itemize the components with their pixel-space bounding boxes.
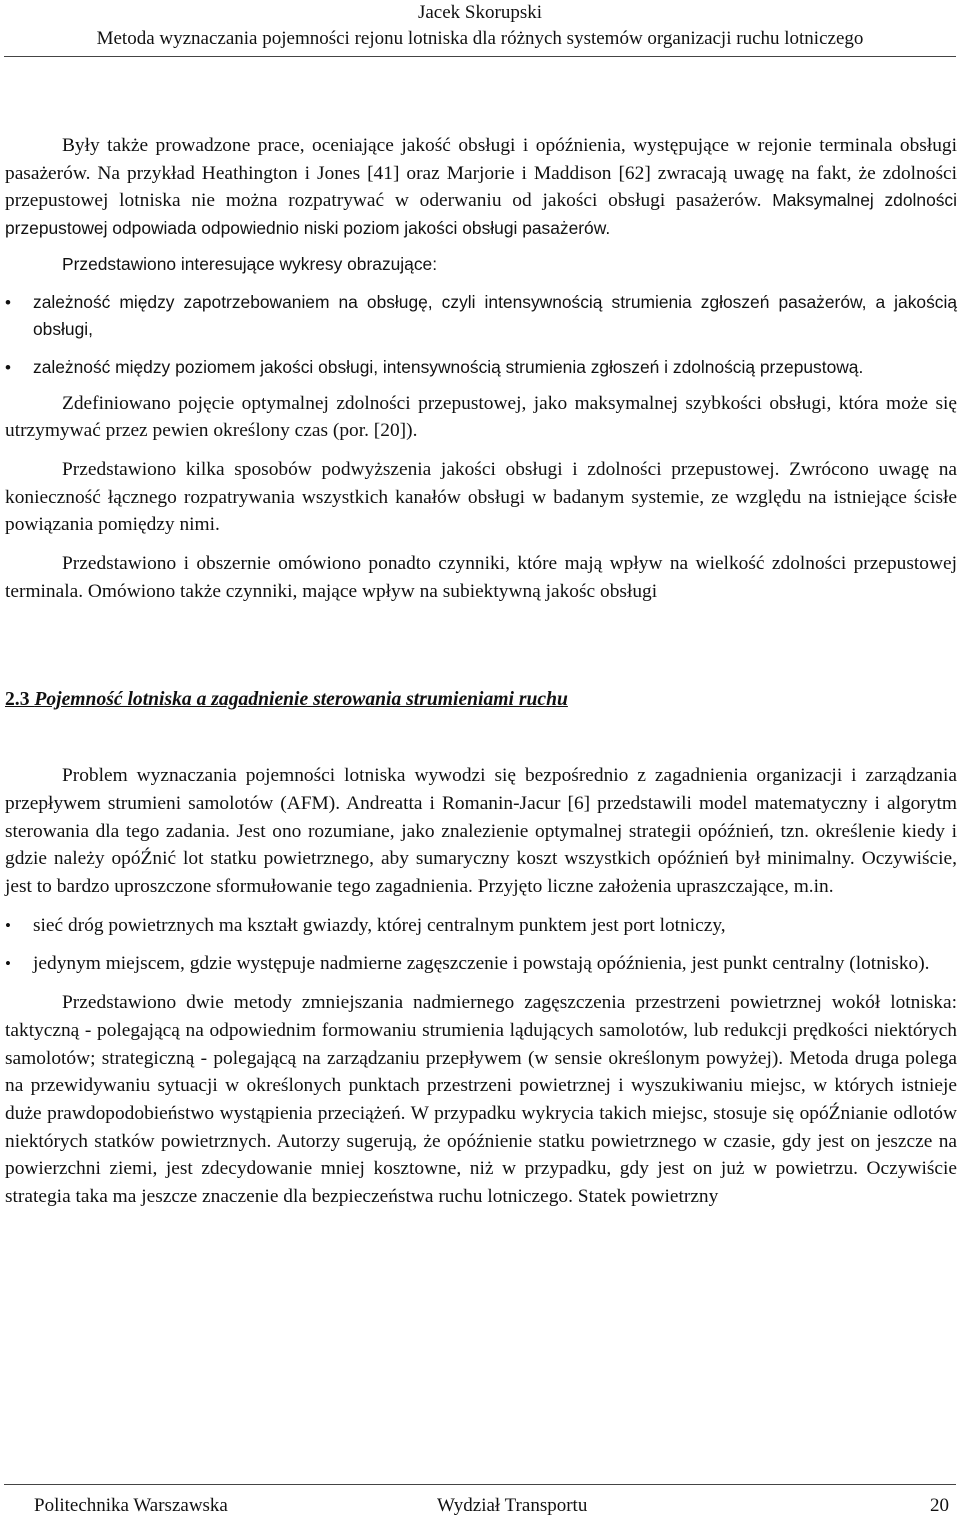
section-number: 2.3 — [5, 688, 30, 710]
header-divider — [4, 56, 956, 57]
list-item — [5, 950, 957, 978]
bullet-icon: • — [5, 954, 11, 974]
page-header — [0, 0, 960, 52]
header-title: Metoda wyznaczania pojemności rejonu lotniska dla różnych systemów organizacji ruchu lotniczego — [96, 28, 864, 49]
paragraph-1 — [5, 132, 957, 243]
footer-divider — [4, 1484, 956, 1485]
paragraph-4: Przedstawiono kilka sposobów podwyższenia jakości obsługi i zdolności przepustowej. Zwrócono uwagę na konieczność łącznego rozpatrywania wszystkich kanałów obsługi w badanym systemie, ze względu na istniejące ścisłe powiązania pomiędzy nimi. — [5, 459, 957, 536]
footer-page-number: 20 — [930, 1495, 949, 1516]
list-item — [5, 912, 957, 940]
bullet-list-2 — [5, 912, 957, 978]
footer-faculty: Wydział Transportu — [437, 1495, 588, 1516]
list-item — [5, 289, 957, 344]
paragraph-3: Zdefiniowano pojęcie optymalnej zdolności przepustowej, jako maksymalnej szybkości obsługi, która może się utrzymywać przez pewien określony czas (por. [20]). — [5, 392, 957, 442]
bullet-icon: • — [5, 357, 11, 377]
bullet-icon: • — [5, 292, 11, 312]
section-heading — [5, 686, 957, 714]
list-item-text: zależność między zapotrzebowaniem na obsługę, czyli intensywnością strumienia zgłoszeń pasażerów, a jakością obsługi, — [33, 291, 957, 340]
bullet-icon: • — [5, 915, 11, 935]
paragraph-2: Przedstawiono interesujące wykresy obrazujące: — [62, 253, 438, 274]
section-title: Pojemność lotniska a zagadnienie sterowania strumieniami ruchu — [34, 688, 568, 710]
footer-institution: Politechnika Warszawska — [34, 1495, 228, 1516]
paragraph-5: Przedstawiono i obszernie omówiono ponadto czynniki, które mają wpływ na wielkość zdolności przepustowej terminala. Omówiono także czynniki, mające wpływ na subiektywną jakośc obsługi — [5, 553, 957, 602]
bullet-list-1 — [5, 289, 957, 382]
paragraph-7: Przedstawiono dwie metody zmniejszania nadmiernego zagęszczenia przestrzeni powietrznej wokół lotniska: taktyczną - polegającą na odpowiednim formowaniu strumienia lądujących samolotów, lub redukcji prędkości niektórych samolotów; strategiczną - polegającą na zarządzaniu przepływem (w sensie określonym powyżej). Metoda druga polega na przewidywaniu sytuacji w określonych punktach przestrzeni powietrznej i wyszukiwaniu miejsc, w których istnieje duże prawdopodobieństwo wystąpienia przeciążeń. W przypadku wykrycia takich miejsc, stosuje się opóŹnianie odlotów niektórych statków powietrznych. Autorzy sugerują, że opóźnienie statku powietrznego w czasie, gdy jest on jeszcze na powierzchni ziemi, jest zdecydowanie mniej kosztowne, niż w przypadku, gdy jest on już w powietrzu. Oczywiście strategia taka ma jeszcze znaczenie dla bezpieczeństwa ruchu lotniczego. Statek powietrzny — [5, 992, 957, 1208]
list-item-text: jedynym miejscem, gdzie występuje nadmierne zagęszczenie i powstają opóźnienia, jest punkt centralny (lotnisko). — [33, 953, 930, 975]
paragraph-1-text: Były także prowadzone prace, oceniające jakość obsługi i opóźnienia, występujące w rejonie terminala obsługi pasażerów. Na przykład Heathington i Jones [41] oraz Marjorie i Maddison [62] zwracają uwagę na fakt, że zdolności przepustowej lotniska nie można rozpatrywać w oderwaniu od jakości obsługi pasażerów. — [5, 135, 957, 212]
list-item-text: zależność między poziomem jakości obsługi, intensywnością strumienia zgłoszeń i zdolnością przepustową. — [33, 356, 864, 377]
list-item — [5, 354, 957, 382]
header-author: Jacek Skorupski — [417, 2, 542, 23]
list-item-text: sieć dróg powietrznych ma kształt gwiazdy, której centralnym punktem jest port lotniczy, — [33, 914, 726, 936]
paragraph-6: Problem wyznaczania pojemności lotniska wywodzi się bezpośrednio z zagadnienia organizacji i zarządzania przepływem strumieni samolotów (AFM). Andreatta i Romanin-Jacur [6] przedstawili model matematyczny i algorytm sterowania dla tego zadania. Jest ono rozumiane, jako znalezienie optymalnej strategii opóźnień, tzn. określenie kiedy i gdzie należy opóŹnić lot statku powietrznego, aby sumaryczny koszt wszystkich opóźnień był minimalny. Oczywiście, jest to bardzo uproszczone sformułowanie tego zagadnienia. Przyjęto liczne założenia upraszczające, m.in. — [5, 765, 957, 898]
paragraph-1-sans-text: Maksymalnej zdolności przepustowej odpowiada odpowiednio niski poziom jakości obsługi pasażerów. — [5, 190, 957, 239]
page-body — [5, 132, 957, 1211]
